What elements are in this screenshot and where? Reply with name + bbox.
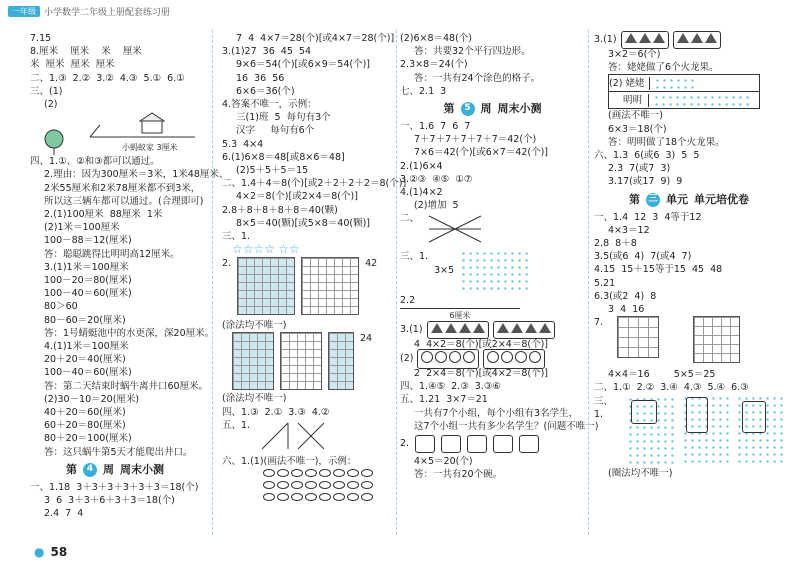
- item-label: (2): [400, 353, 414, 365]
- answer-line: 答：1号蜻蜓池中的水更深，深20厘米。: [44, 327, 215, 339]
- answer-line: 5.3 4×4: [222, 138, 264, 150]
- answer-line: 100－40＝60(厘米): [44, 367, 132, 379]
- answer-line: 四、1.④⑤ 2.③ 3.③⑥: [400, 381, 501, 393]
- answer-line: 2.3 7(或7 3): [608, 163, 671, 175]
- answer-line: 四、1.③ 2.① 3.③ 4.②: [222, 406, 330, 418]
- page-header: [8, 4, 170, 18]
- answer-line: 米 厘米 厘米 厘米: [30, 59, 115, 71]
- answer-line: 4.(1)4×2: [400, 187, 443, 199]
- item-label: 五、1.: [222, 419, 251, 431]
- star-icon: ☆: [278, 242, 289, 257]
- dot-array: [682, 395, 730, 463]
- column-4: [594, 32, 784, 543]
- bowl-figure: [400, 433, 585, 455]
- answer-line: 六、1.(1)(画法不唯一)，示例：: [222, 455, 357, 467]
- oval-rows: [262, 468, 402, 504]
- answer-line: 4.(1)1米＝100厘米: [44, 341, 129, 353]
- answer-line: 2.(1)6×4: [400, 160, 443, 172]
- shaded-grid: [232, 332, 274, 390]
- section-heading: [400, 102, 585, 116]
- answer-line: 2.8＋8＋8＋8＋8＝40(颗): [222, 204, 338, 216]
- answer-line: (2)30－10＝20(厘米): [44, 393, 140, 405]
- answer-line: 一共有7个小组，每个小组有3名学生，: [414, 407, 579, 419]
- answer-line: (2)1米＝100厘米: [44, 222, 120, 234]
- grid-count: 42: [365, 258, 378, 270]
- answer-line: 答：一共有24个涂色的格子。: [414, 72, 541, 84]
- answer-line: 7.15: [30, 33, 52, 44]
- matching-lines: [400, 212, 585, 250]
- shaded-grid: [328, 332, 354, 390]
- answer-line: 60＋20＝80(厘米): [44, 420, 126, 432]
- section-post: 周: [480, 102, 492, 116]
- answer-line: 3.(1)1米＝100厘米: [44, 261, 129, 273]
- diagram-label: 小蚂蚁家 3厘米: [122, 143, 178, 153]
- answer-line: 3.17(或17 9) 9: [608, 176, 683, 188]
- measure-bar: 6厘米: [400, 308, 520, 322]
- header-title: 小学数学二年级上册配套练习册: [44, 7, 171, 18]
- answer-line: 3.②③ ④⑤ ①⑦: [400, 173, 473, 185]
- answer-line: 2.2: [400, 295, 416, 307]
- section-heading: [30, 463, 200, 477]
- row-label: (2) 姥姥: [609, 77, 650, 90]
- section-title: 周末小测: [497, 102, 542, 116]
- item-label: 二、: [400, 213, 420, 225]
- item-label: 2.: [400, 438, 410, 450]
- answer-line: 80－60＝20(厘米): [44, 314, 126, 326]
- answer-line: 2 2×4＝8(个)[或4×2＝8(个)]: [414, 368, 549, 380]
- answer-line: 七、2.1 3: [400, 85, 447, 97]
- answer-line: 汉字 每句有6个: [236, 125, 315, 137]
- answer-line: 3×2＝6(个): [608, 49, 661, 60]
- answer-line: 二、1.4＋4＝8(个)[或2＋2＋2＋2＝8(个)]: [222, 178, 407, 190]
- answer-line: 二、1.③ 2.② 3.② 4.③ 5.① 6.①: [30, 72, 185, 84]
- answer-line: 一、1.4 12 3 4等于12: [594, 211, 702, 223]
- answer-line: (2)增加 5: [414, 200, 459, 212]
- face-row: [400, 351, 585, 367]
- answer-line: 6×3＝18(个): [608, 123, 667, 135]
- answer-line: 3 4 16: [608, 304, 645, 316]
- answer-line: 4×4＝16 5×5＝25: [608, 369, 716, 381]
- column-2: [222, 32, 407, 543]
- answer-line: (画法不唯一): [608, 110, 663, 122]
- answer-line: 一、1.6 7 6 7: [400, 121, 471, 133]
- dot-array: [626, 395, 676, 465]
- answer-line: 4×2＝8(个)[或2×4＝8(个)]: [236, 191, 358, 203]
- answer-line: 答：聪聪跳得比明明高12厘米。: [44, 248, 180, 260]
- footer-dot-icon: ●: [34, 545, 45, 559]
- section-pre: 第: [443, 102, 455, 116]
- answer-line: 6×6＝36(个): [236, 85, 295, 97]
- answer-line: 三、1.: [222, 231, 251, 243]
- answer-line: 4.答案不唯一，示例：: [222, 99, 317, 111]
- section-number: 三: [646, 193, 660, 207]
- row-label: 明明: [609, 94, 649, 107]
- matching-figure: [222, 419, 402, 455]
- square-grid: [617, 316, 659, 358]
- answer-line: (2)5＋5＋5＝15: [236, 165, 309, 177]
- answer-line: 7 4 4×7＝28(个)[或4×7＝28(个)]: [236, 33, 395, 44]
- answer-line: 100－88＝12(厘米): [44, 235, 132, 247]
- square-grid: [693, 316, 740, 363]
- answer-line: 4 4×2＝8(个)[或2×4＝8(个)]: [414, 338, 549, 350]
- answer-line: 答：第二天结束时蜗牛离井口60厘米。: [44, 380, 209, 392]
- item-label: 2.: [222, 258, 232, 270]
- answer-line: 2.(1)100厘米 88厘米 1米: [44, 209, 163, 221]
- answer-line: 8×5＝40(颗)[或5×8＝40(颗)]: [236, 217, 371, 229]
- triangle-row: [400, 322, 585, 338]
- triangle-row: [594, 32, 784, 48]
- answer-line: 80＋20＝100(厘米): [44, 433, 132, 445]
- answer-line: 二、1.① 2.② 3.④ 4.③ 5.④ 6.③: [594, 382, 749, 394]
- item-label: 3.(1): [594, 34, 617, 46]
- answer-line: 2米55厘米和2米78厘米都不到3米，: [44, 182, 201, 194]
- answer-line: 4×5＝20(个): [414, 456, 473, 468]
- star-icon: ☆: [264, 242, 276, 257]
- page-footer: [34, 545, 67, 559]
- section-number: 5: [461, 102, 475, 116]
- item-label: 7.: [594, 317, 604, 329]
- item-label: 三、1.: [594, 395, 614, 420]
- shaded-grid: [280, 332, 322, 390]
- answer-line: 这7个小组一共有多少名学生？(问题不唯一): [414, 420, 599, 432]
- section-post: 单元: [666, 193, 688, 207]
- answer-line: 4.15 15＋15等于15 45 48: [594, 264, 723, 276]
- route-diagram: [30, 111, 200, 155]
- page-number: 58: [50, 545, 68, 559]
- section-heading: [594, 193, 784, 207]
- comparison-table: [608, 74, 760, 109]
- answer-line: 6.3(或2 4) 8: [594, 290, 657, 302]
- answer-line: (2)6×8＝48(个): [400, 33, 473, 44]
- answer-line: 答：明明做了18个火龙果。: [608, 136, 725, 148]
- answer-line: 答：这只蜗牛第5天才能爬出井口。: [44, 446, 193, 458]
- answer-line: (涂法均不唯一): [222, 393, 287, 405]
- answer-line: 2.4 7 4: [44, 508, 84, 520]
- item-label: 3.(1): [400, 324, 423, 336]
- header-badge: 一年级: [8, 6, 40, 17]
- square-grids: [594, 316, 784, 368]
- grid-row-1: [222, 257, 402, 319]
- line-figure: [258, 419, 328, 453]
- dot-array: [460, 250, 530, 290]
- answer-line: 7＋7＋7＋7＋7＋7＝42(个): [414, 134, 537, 146]
- star-icon: ☆: [242, 242, 254, 257]
- answer-line: 所以这三辆车都可以通过。(合理即可): [44, 195, 204, 207]
- answer-line: 五、1.21 3×7＝21: [400, 394, 488, 406]
- column-3: [400, 32, 599, 543]
- section-number: 4: [83, 463, 97, 477]
- dot-grids: [594, 395, 784, 467]
- star-icon: ☆: [253, 242, 265, 257]
- answer-line: 2.8 8＋8: [594, 238, 637, 250]
- answer-line: 三、(1): [30, 85, 63, 97]
- answer-line: 2.理由：因为300厘米＝3米，1米48厘米、: [44, 169, 229, 181]
- star-icon: ☆: [288, 242, 300, 257]
- answer-line: 3.5(或6 4) 7(或4 7): [594, 251, 692, 263]
- answer-line: 六、1.3 6(或6 3) 5 5: [594, 150, 700, 162]
- grid-row-2: [232, 332, 402, 392]
- answer-line: 20＋20＝40(厘米): [44, 354, 126, 366]
- cross-lines: [425, 212, 485, 248]
- shaded-grid: [301, 257, 359, 315]
- answer-line: 16 36 56: [236, 72, 285, 84]
- answer-line: 40＋20＝60(厘米): [44, 407, 126, 419]
- section-pre: 第: [629, 193, 640, 207]
- column-divider: [588, 30, 589, 535]
- answer-line: 答：共要32个平行四边形。: [414, 46, 531, 58]
- answer-line: 6.(1)6×8＝48[或8×6＝48]: [222, 151, 345, 163]
- section-title: 周末小测: [120, 463, 164, 477]
- answer-line: (2): [44, 99, 58, 111]
- answer-line: 5.21: [594, 277, 616, 289]
- array-label: 3×5: [434, 265, 455, 277]
- star-row: [232, 243, 402, 257]
- section-title: 单元培优卷: [694, 193, 749, 207]
- answer-line: 2.3×8＝24(个): [400, 59, 468, 71]
- answer-line: 100－40＝60(厘米): [44, 288, 132, 300]
- answer-line: (圈法均不唯一): [608, 467, 673, 479]
- answer-line: 8.厘米 厘米 米 厘米: [30, 46, 142, 58]
- answer-line: 一、1.18 3＋3＋3＋3＋3＋3＝18(个): [30, 481, 199, 493]
- section-pre: 第: [66, 463, 77, 477]
- answer-line: 三(1)班 5 每句有3个: [236, 112, 331, 124]
- dot-array: [736, 395, 784, 463]
- star-icon: ☆: [232, 242, 243, 257]
- answer-line: 3 6 3＋3＋6＋3＋3＝18(个): [44, 495, 175, 507]
- array-figure: [400, 250, 585, 294]
- answer-line: 7×6＝42(个)[或6×7＝42(个)]: [414, 147, 549, 159]
- answer-line: 9×6＝54(个)[或6×9＝54(个)]: [236, 59, 371, 71]
- answer-line: 四、1.①、②和③都可以通过。: [30, 156, 160, 168]
- column-1: [30, 32, 229, 543]
- answer-line: 4×3＝12: [608, 224, 650, 236]
- answer-line: 80＞60: [44, 301, 78, 313]
- answer-line: 3.(1)27 36 45 54: [222, 46, 311, 58]
- answer-line: 答：一共有20个碗。: [414, 469, 503, 481]
- shaded-grid: [237, 257, 295, 315]
- answer-line: 100－20＝80(厘米): [44, 275, 132, 287]
- answer-line: 答：姥姥做了6个火龙果。: [608, 62, 719, 74]
- item-label: 三、1.: [400, 251, 429, 263]
- section-post: 周: [103, 463, 114, 477]
- answer-line: (涂法均不唯一): [222, 320, 287, 332]
- grid-count: 24: [360, 333, 373, 345]
- column-divider: [212, 30, 213, 535]
